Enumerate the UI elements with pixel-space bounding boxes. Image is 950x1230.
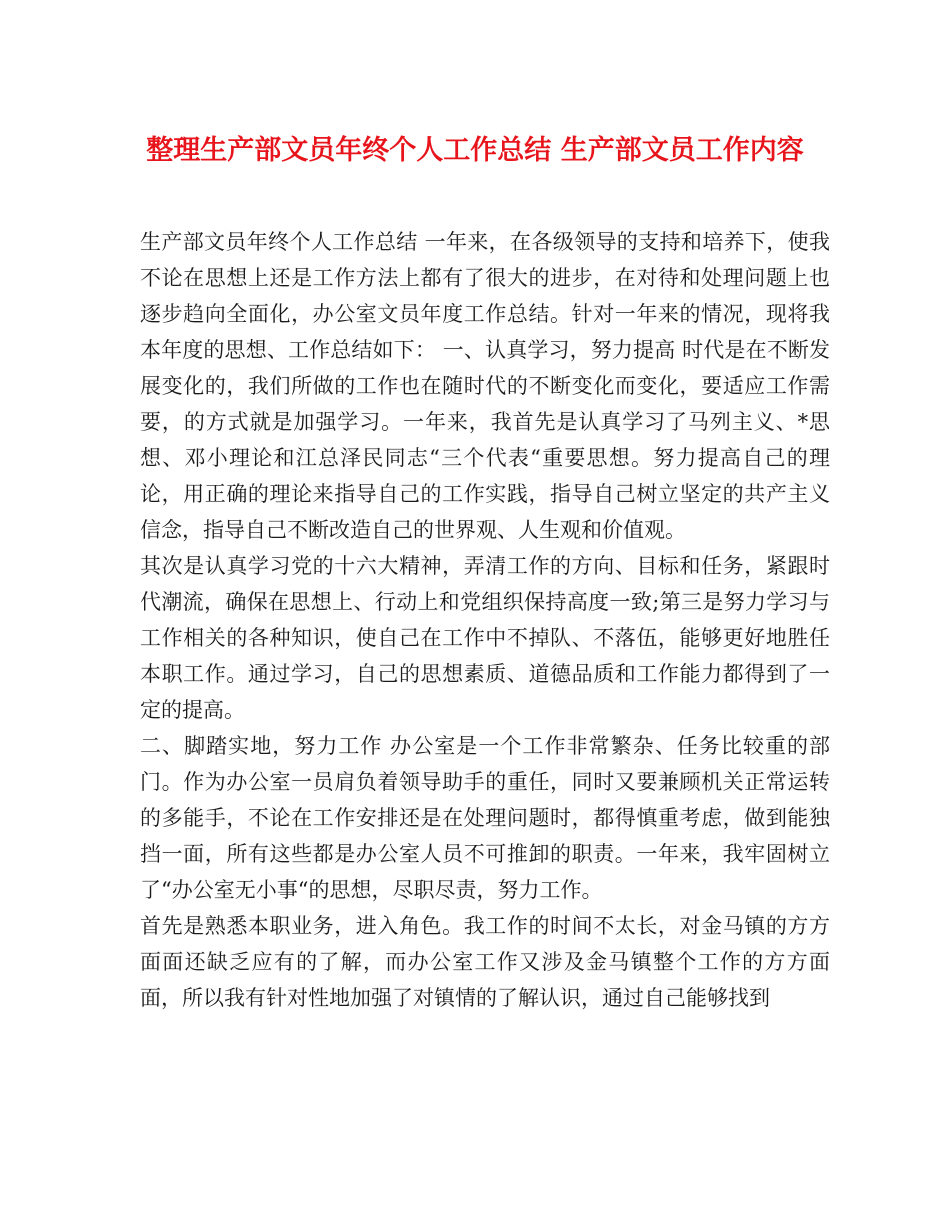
document-title: 整理生产部文员年终个人工作总结 生产部文员工作内容 — [146, 135, 804, 166]
document-body — [140, 224, 830, 1016]
paragraph-intro: 生产部文员年终个人工作总结 一年来，在各级领导的支持和培养下，使我不论在思想上还是工作方法上都有了很大的进步，在对待和处理问题上也逐步趋向全面化，办公室文员年度工作总结。针对一年来的情况，现将我本年度的思想、工作总结如下： 一、认真学习，努力提高 时代是在不断发展变化的，我们所做的工作也在随时代的不断变化而变化，要适应工作需要，的方式就是加强学习。一年来，我首先是认真学习了马列主义、*思想、邓小理论和江总泽民同志“三个代表“重要思想。努力提高自己的理论，用正确的理论来指导自己的工作实践，指导自己树立坚定的共产主义信念，指导自己不断改造自己的世界观、人生观和价值观。 — [140, 230, 830, 542]
paragraph-familiarize: 首先是熟悉本职业务，进入角色。我工作的时间不太长，对金马镇的方方面面还缺乏应有的了解，而办公室工作又涉及金马镇整个工作的方方面面，所以我有针对性地加强了对镇情的了解认识，通过自己能够找到 — [140, 914, 830, 1010]
paragraph-study: 其次是认真学习党的十六大精神，弄清工作的方向、目标和任务，紧跟时代潮流，确保在思想上、行动上和党组织保持高度一致;第三是努力学习与工作相关的各种知识，使自己在工作中不掉队、不落伍，能够更好地胜任本职工作。通过学习，自己的思想素质、道德品质和工作能力都得到了一定的提高。 — [140, 554, 830, 722]
paragraph-work: 二、脚踏实地，努力工作 办公室是一个工作非常繁杂、任务比较重的部门。作为办公室一员肩负着领导助手的重任，同时又要兼顾机关正常运转的多能手，不论在工作安排还是在处理问题时，都得慎重考虑，做到能独挡一面，所有这些都是办公室人员不可推卸的职责。一年来，我牢固树立了“办公室无小事“的思想，尽职尽责，努力工作。 — [140, 734, 830, 902]
